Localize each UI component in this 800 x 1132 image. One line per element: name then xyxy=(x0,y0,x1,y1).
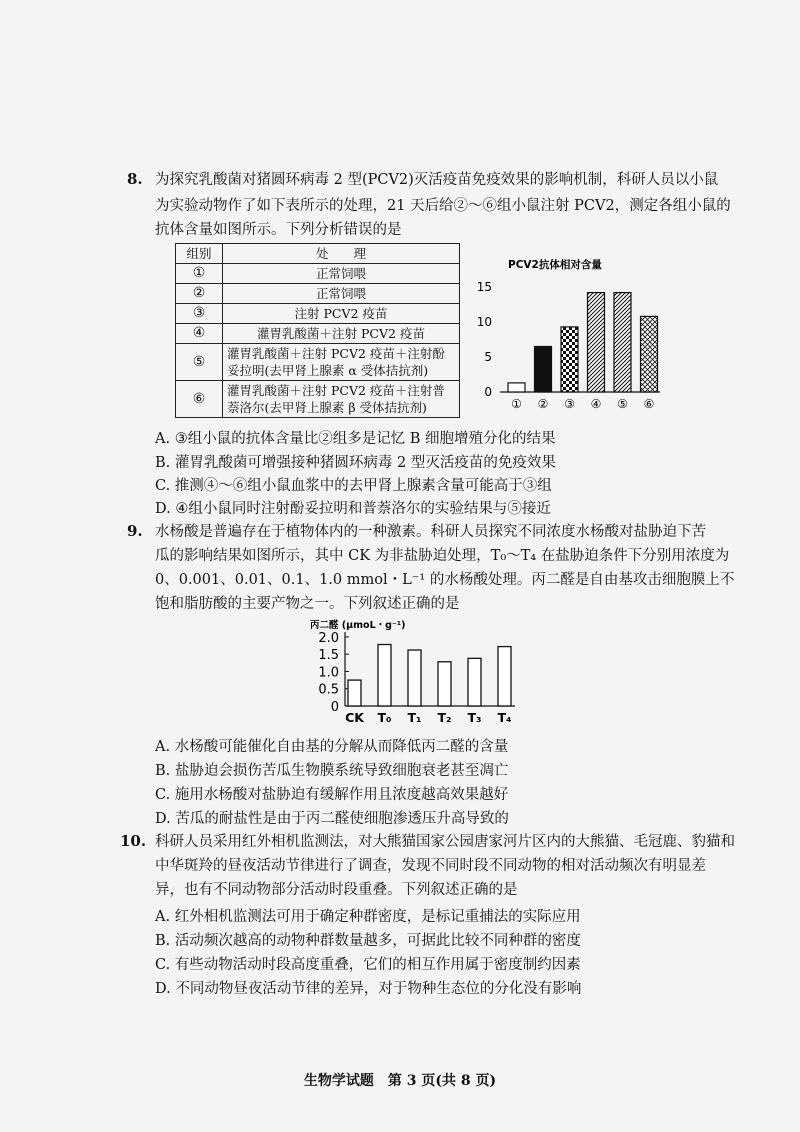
q9-line-1: 水杨酸是普遍存在于植物体内的一种激素。科研人员探究不同浓度水杨酸对盐胁迫下苦 xyxy=(155,524,706,540)
q10-line-2: 中华斑羚的昼夜活动节律进行了调查，发现不同时段不同动物的相对活动频次有明显差 xyxy=(155,858,706,874)
q9-option-a: A. 水杨酸可能催化自由基的分解从而降低丙二醛的含量 xyxy=(155,739,509,755)
q8-option-b: B. 灌胃乳酸菌可增强接种猪圆环病毒 2 型灭活疫苗的免疫效果 xyxy=(155,455,556,471)
table-cell-group: ⑤ xyxy=(176,344,223,381)
chart2-bar xyxy=(348,680,361,706)
chart2-ytick: 0 xyxy=(330,700,339,715)
table-cell-treatment: 正常饲喂 xyxy=(223,264,460,284)
chart2-bar xyxy=(378,645,391,706)
table-header-group: 组别 xyxy=(176,244,223,264)
chart2-category-label: T₂ xyxy=(437,710,452,725)
q8-option-a: A. ③组小鼠的抗体含量比②组多是记忆 B 细胞增殖分化的结果 xyxy=(155,431,556,447)
q10-line-1: 科研人员采用红外相机监测法，对大熊猫国家公园唐家河片区内的大熊猫、毛冠鹿、豹猫和 xyxy=(155,834,735,850)
chart2-title: 丙二醛 (μmoL・g⁻¹) xyxy=(310,620,406,631)
chart1-bar xyxy=(641,316,658,392)
table-row xyxy=(176,304,460,324)
chart1-category-label: ⑥ xyxy=(643,397,655,411)
table-cell-treatment: 灌胃乳酸菌＋注射 PCV2 疫苗 xyxy=(223,324,460,344)
q8-line-3: 抗体含量如图所示。下列分析错误的是 xyxy=(155,222,402,238)
chart1-ytick: 10 xyxy=(476,315,492,329)
chart1-category-label: ③ xyxy=(564,397,575,411)
q10-line-3: 异，也有不同动物部分活动时段重叠。下列叙述正确的是 xyxy=(155,882,518,898)
mda-chart xyxy=(300,618,520,728)
chart1-bar xyxy=(614,293,631,392)
table-cell-treatment: 正常饲喂 xyxy=(223,284,460,304)
chart1-ytick: 0 xyxy=(484,385,492,399)
table-header-row xyxy=(176,244,460,264)
chart2-category-label: T₄ xyxy=(497,710,512,725)
chart2-ytick: 2.0 xyxy=(318,630,339,646)
q8-line-1: 为探究乳酸菌对猪圆环病毒 2 型(PCV2)灭活疫苗免疫效果的影响机制，科研人员以小鼠 xyxy=(155,172,719,188)
q10-option-d: D. 不同动物昼夜活动节律的差异，对于物种生态位的分化没有影响 xyxy=(155,981,582,997)
chart2-bar xyxy=(498,647,511,706)
q10-option-b: B. 活动频次越高的动物种群数量越多，可据此比较不同种群的密度 xyxy=(155,933,581,949)
chart1-category-label: ② xyxy=(537,397,549,411)
q9-line-4: 饱和脂肪酸的主要产物之一。下列叙述正确的是 xyxy=(155,596,460,612)
chart2-ytick: 0.5 xyxy=(318,682,339,698)
q9-option-d: D. 苦瓜的耐盐性是由于丙二醛使细胞渗透压升高导致的 xyxy=(155,811,509,827)
q8-line-2: 为实验动物作了如下表所示的处理，21 天后给②～⑥组小鼠注射 PCV2，测定各组小鼠的 xyxy=(155,198,731,214)
q8-option-d: D. ④组小鼠同时注射酚妥拉明和普萘洛尔的实验结果与⑤接近 xyxy=(155,501,551,517)
chart1-ytick: 5 xyxy=(484,350,492,364)
q9-line-2: 瓜的影响结果如图所示，其中 CK 为非盐胁迫处理，T₀～T₄ 在盐胁迫条件下分别用浓度为 xyxy=(155,548,730,564)
page-footer: 生物学试题 第 3 页(共 8 页) xyxy=(303,1073,497,1089)
table-cell-treatment: 灌胃乳酸菌＋注射 PCV2 疫苗＋注射酚 妥拉明(去甲肾上腺素 α 受体拮抗剂) xyxy=(223,344,460,381)
table-row xyxy=(176,284,460,304)
chart2-bar xyxy=(438,662,451,706)
table-cell-group: ④ xyxy=(176,324,223,344)
chart1-category-label: ⑤ xyxy=(617,397,628,411)
q9-number: 9. xyxy=(127,522,143,540)
q8-option-c: C. 推测④～⑥组小鼠血浆中的去甲肾上腺素含量可能高于③组 xyxy=(155,478,552,494)
table-cell-treatment: 注射 PCV2 疫苗 xyxy=(223,304,460,324)
q10-option-c: C. 有些动物活动时段高度重叠，它们的相互作用属于密度制约因素 xyxy=(155,957,581,973)
chart1-category-label: ④ xyxy=(590,397,602,411)
table-row xyxy=(176,344,460,381)
q10-number: 10. xyxy=(120,832,147,850)
table-row xyxy=(176,381,460,418)
chart1-category-label: ① xyxy=(511,397,522,411)
q8-treatment-table xyxy=(175,243,460,418)
chart2-category-label: CK xyxy=(345,710,364,725)
chart2-ytick: 1.5 xyxy=(318,648,339,664)
chart2-category-label: T₃ xyxy=(467,710,482,725)
q8-number: 8. xyxy=(127,170,143,188)
table-cell-group: ⑥ xyxy=(176,381,223,418)
chart1-ytick: 15 xyxy=(476,280,492,294)
table-cell-group: ① xyxy=(176,264,223,284)
q9-option-c: C. 施用水杨酸对盐胁迫有缓解作用且浓度越高效果越好 xyxy=(155,787,509,803)
chart2-bar xyxy=(408,650,421,706)
chart1-title: PCV2抗体相对含量 xyxy=(508,259,602,271)
chart2-bar xyxy=(468,658,481,706)
table-cell-group: ③ xyxy=(176,304,223,324)
chart1-bar xyxy=(588,293,605,392)
chart2-ytick: 1.0 xyxy=(318,665,339,681)
q9-line-3: 0、0.001、0.01、0.1、1.0 mmol・L⁻¹ 的水杨酸处理。丙二醛是自由基攻击细胞膜上不 xyxy=(155,572,735,588)
table-row xyxy=(176,264,460,284)
chart2-category-label: T₀ xyxy=(377,710,392,725)
chart1-bar xyxy=(508,383,525,392)
table-cell-treatment: 灌胃乳酸菌＋注射 PCV2 疫苗＋注射普 萘洛尔(去甲肾上腺素 β 受体拮抗剂) xyxy=(223,381,460,418)
chart1-bar xyxy=(535,347,552,393)
q9-option-b: B. 盐胁迫会损伤苦瓜生物膜系统导致细胞衰老甚至凋亡 xyxy=(155,763,509,779)
table-row xyxy=(176,324,460,344)
chart2-category-label: T₁ xyxy=(407,710,422,725)
pcv2-antibody-chart xyxy=(470,252,670,414)
q10-option-a: A. 红外相机监测法可用于确定种群密度，是标记重捕法的实际应用 xyxy=(155,909,581,925)
chart1-bar xyxy=(561,327,578,392)
table-cell-group: ② xyxy=(176,284,223,304)
table-header-treatment: 处 理 xyxy=(223,244,460,264)
